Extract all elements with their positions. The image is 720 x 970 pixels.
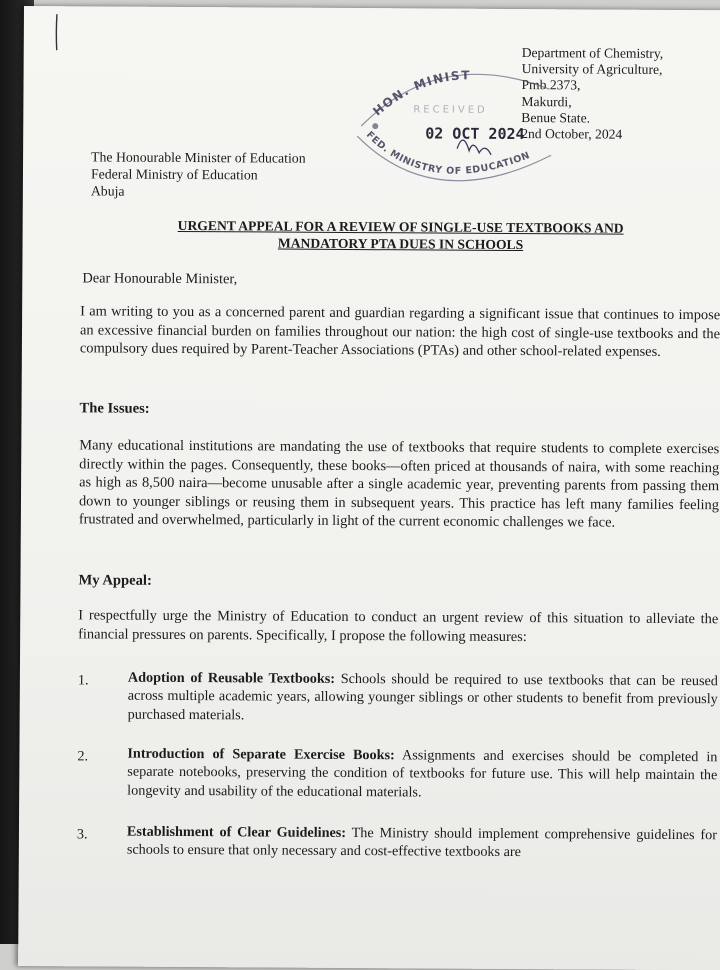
issues-paragraph: Many educational institutions are mandating the use of textbooks that require students to complete exercises directly within the pages. Consequently, these books—often priced at thousands of naira, with some reaching as high as 8,500 naira—become unusable after a single academic year, preventing parents from passing them down to younger siblings or reusing them in subsequent years. This practice has left many families feeling frustrated and overwhelmed, particularly in light of the current economic challenges we face. [78,437,720,531]
title-line: URGENT APPEAL FOR A REVIEW OF SINGLE-USE TEXTBOOKS AND [177,217,624,236]
issues-heading: The Issues: [79,400,150,417]
stamp-top-text: HON. MINIST [370,68,472,119]
intro-paragraph: I am writing to you as a concerned parent and guardian regarding a significant issue that continues to impose an excessive financial burden on families throughout our nation: the high cost of single-use textbooks and the compulsory dues required by Parent-Teacher Associations (PTAs) and other school-related expenses. [79,303,720,361]
letter-date: 2nd October, 2024 [521,126,623,142]
measure-item [127,823,717,863]
measure-title: Adoption of Reusable Textbooks: [127,669,336,687]
measure-number: 2. [77,748,89,765]
appeal-paragraph: I respectfully urge the Ministry of Education to conduct an urgent review of this situation to alleviate the financial pressures on parents. Specifically, I propose the following measures: [78,607,719,645]
sender-line: University of Agriculture, [521,61,663,78]
stamp-date: 02 OCT 2024 [425,124,525,144]
sender-line: Pmb 2373, [521,77,581,93]
stamp-middle-text: RECEIVED [413,104,488,116]
measure-title: Establishment of Clear Guidelines: [126,823,347,841]
salutation: Dear Honourable Minister, [82,270,238,288]
measure-number: 3. [76,826,88,843]
appeal-heading: My Appeal: [78,572,152,589]
sender-line: Makurdi, [521,93,572,109]
sender-line: Benue State. [521,109,591,126]
recipient-line: Federal Ministry of Education [90,166,258,183]
measure-title: Introduction of Separate Exercise Books: [127,745,395,764]
stamp-bottom-text: FED. MINISTRY OF EDUCATION [363,129,532,177]
letter-page [18,6,720,970]
pen-mark [54,12,60,52]
measure-text: Assignments and exercises should be completed in separate notebooks, preserving the condition of textbooks for future use. This will help maintain the longevity and usability of the educational materials. [127,747,718,801]
title-line: MANDATORY PTA DUES IN SCHOOLS [277,235,524,253]
recipient-line: The Honourable Minister of Education [91,149,306,166]
measure-item [127,745,717,804]
measure-text: The Ministry should implement comprehensive guidelines for schools to ensure that only necessary and cost-effective textbooks are [126,825,718,861]
measure-item [128,669,718,728]
recipient-address [91,148,306,200]
measure-number: 1. [77,672,89,689]
sender-line: Department of Chemistry, [521,45,664,61]
received-stamp [339,54,554,195]
measure-text: Schools should be required to use textbooks that can be reused across multiple academic years, allowing younger siblings or other students to benefit from previously purchased materials. [127,670,718,724]
letter-title [119,217,683,254]
recipient-line: Abuja [90,183,125,199]
